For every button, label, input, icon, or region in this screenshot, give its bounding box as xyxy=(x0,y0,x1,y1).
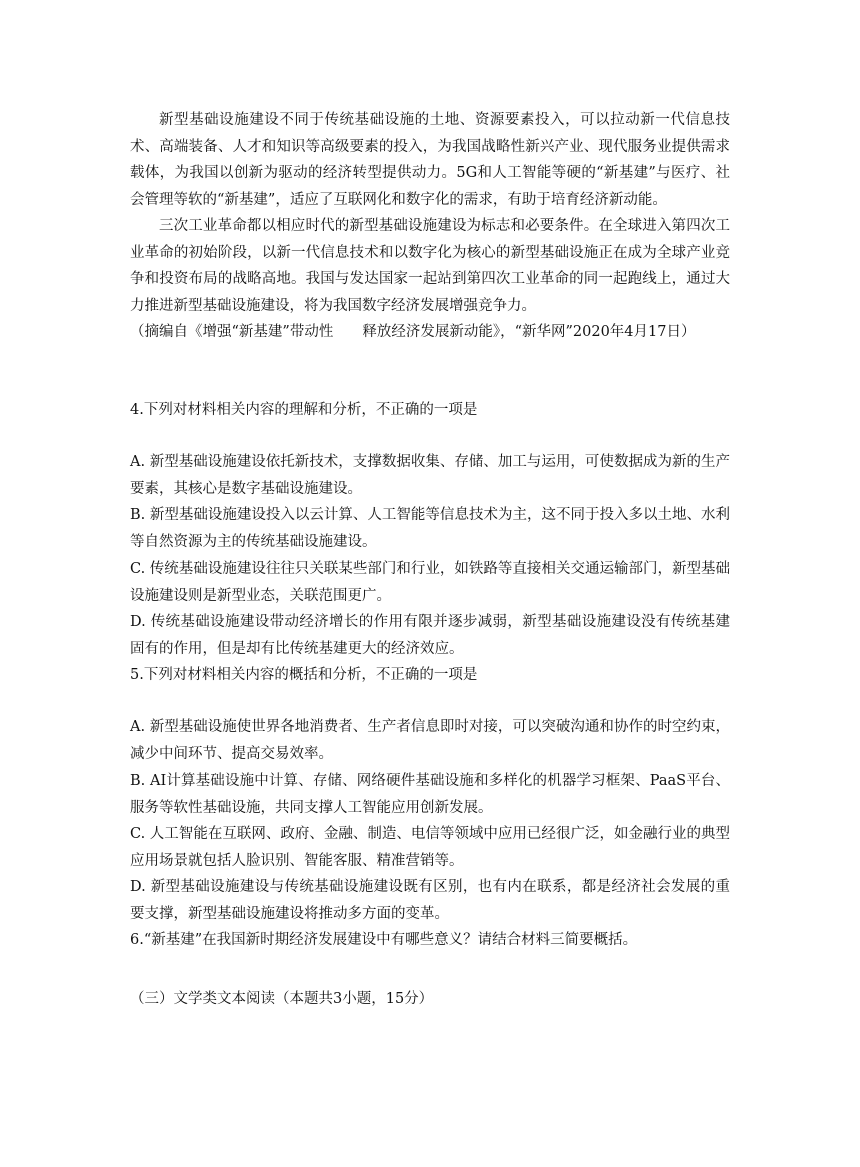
question-4-option-c: C. 传统基础设施建设往往只关联某些部门和行业，如铁路等直接相关交通运输部门，新型基础设施建设则是新型业态，关联范围更广。 xyxy=(130,561,730,604)
question-4-option-b: B. 新型基础设施建设投入以云计算、人工智能等信息技术为主，这不同于投入多以土地、水利等自然资源为主的传统基础设施建设。 xyxy=(130,507,730,550)
question-5-option-b: B. AI计算基础设施中计算、存储、网络硬件基础设施和多样化的机器学习框架、PaaS平台、服务等软性基础设施，共同支撑人工智能应用创新发展。 xyxy=(130,773,730,816)
section-3-heading: （三）文学类文本阅读（本题共3小题，15分） xyxy=(130,991,434,1007)
question-4-option-a: A. 新型基础设施建设依托新技术，支撑数据收集、存储、加工与运用，可使数据成为新的生产要素，其核心是数字基础设施建设。 xyxy=(130,454,730,497)
material-source: （摘编自《增强“新基建”带动性 释放经济发展新动能》，“新华网”2020年4月17日） xyxy=(130,324,696,340)
question-4-option-d: D. 传统基础设施建设带动经济增长的作用有限并逐步减弱，新型基础设施建设没有传统基建固有的作用，但是却有比传统基建更大的经济效应。 xyxy=(130,614,730,657)
material-paragraph-2: 三次工业革命都以相应时代的新型基础设施建设为标志和必要条件。在全球进入第四次工业革命的初始阶段，以新一代信息技术和以数字化为核心的新型基础设施正在成为全球产业竞争和投资布局的战略高地。我国与发达国家一起站到第四次工业革命的同一起跑线上，通过大力推进新型基础设施建设，将为我国数字经济发展增强竞争力。 xyxy=(130,218,730,314)
question-5-option-c: C. 人工智能在互联网、政府、金融、制造、电信等领域中应用已经很广泛，如金融行业的典型应用场景就包括人脸识别、智能客服、精准营销等。 xyxy=(130,826,730,869)
question-6-stem: 6.“新基建”在我国新时期经济发展建设中有哪些意义？请结合材料三简要概括。 xyxy=(130,932,638,948)
material-paragraph-1: 新型基础设施建设不同于传统基础设施的土地、资源要素投入，可以拉动新一代信息技术、高端装备、人才和知识等高级要素的投入，为我国战略性新兴产业、现代服务业提供需求载体，为我国以创新为驱动的经济转型提供动力。5G和人工智能等硬的“新基建”与医疗、社会管理等软的“新基建”，适应了互联网化和数字化的需求，有助于培育经济新动能。 xyxy=(130,112,730,208)
question-4-stem: 4.下列对材料相关内容的理解和分析，不正确的一项是 xyxy=(130,402,478,418)
question-5-option-d: D. 新型基础设施建设与传统基础设施建设既有区别，也有内在联系，都是经济社会发展的重要支撑，新型基础设施建设将推动多方面的变革。 xyxy=(130,879,730,922)
question-5-stem: 5.下列对材料相关内容的概括和分析，不正确的一项是 xyxy=(130,667,478,683)
question-5-option-a: A. 新型基础设施使世界各地消费者、生产者信息即时对接，可以突破沟通和协作的时空约束，减少中间环节、提高交易效率。 xyxy=(130,719,730,762)
